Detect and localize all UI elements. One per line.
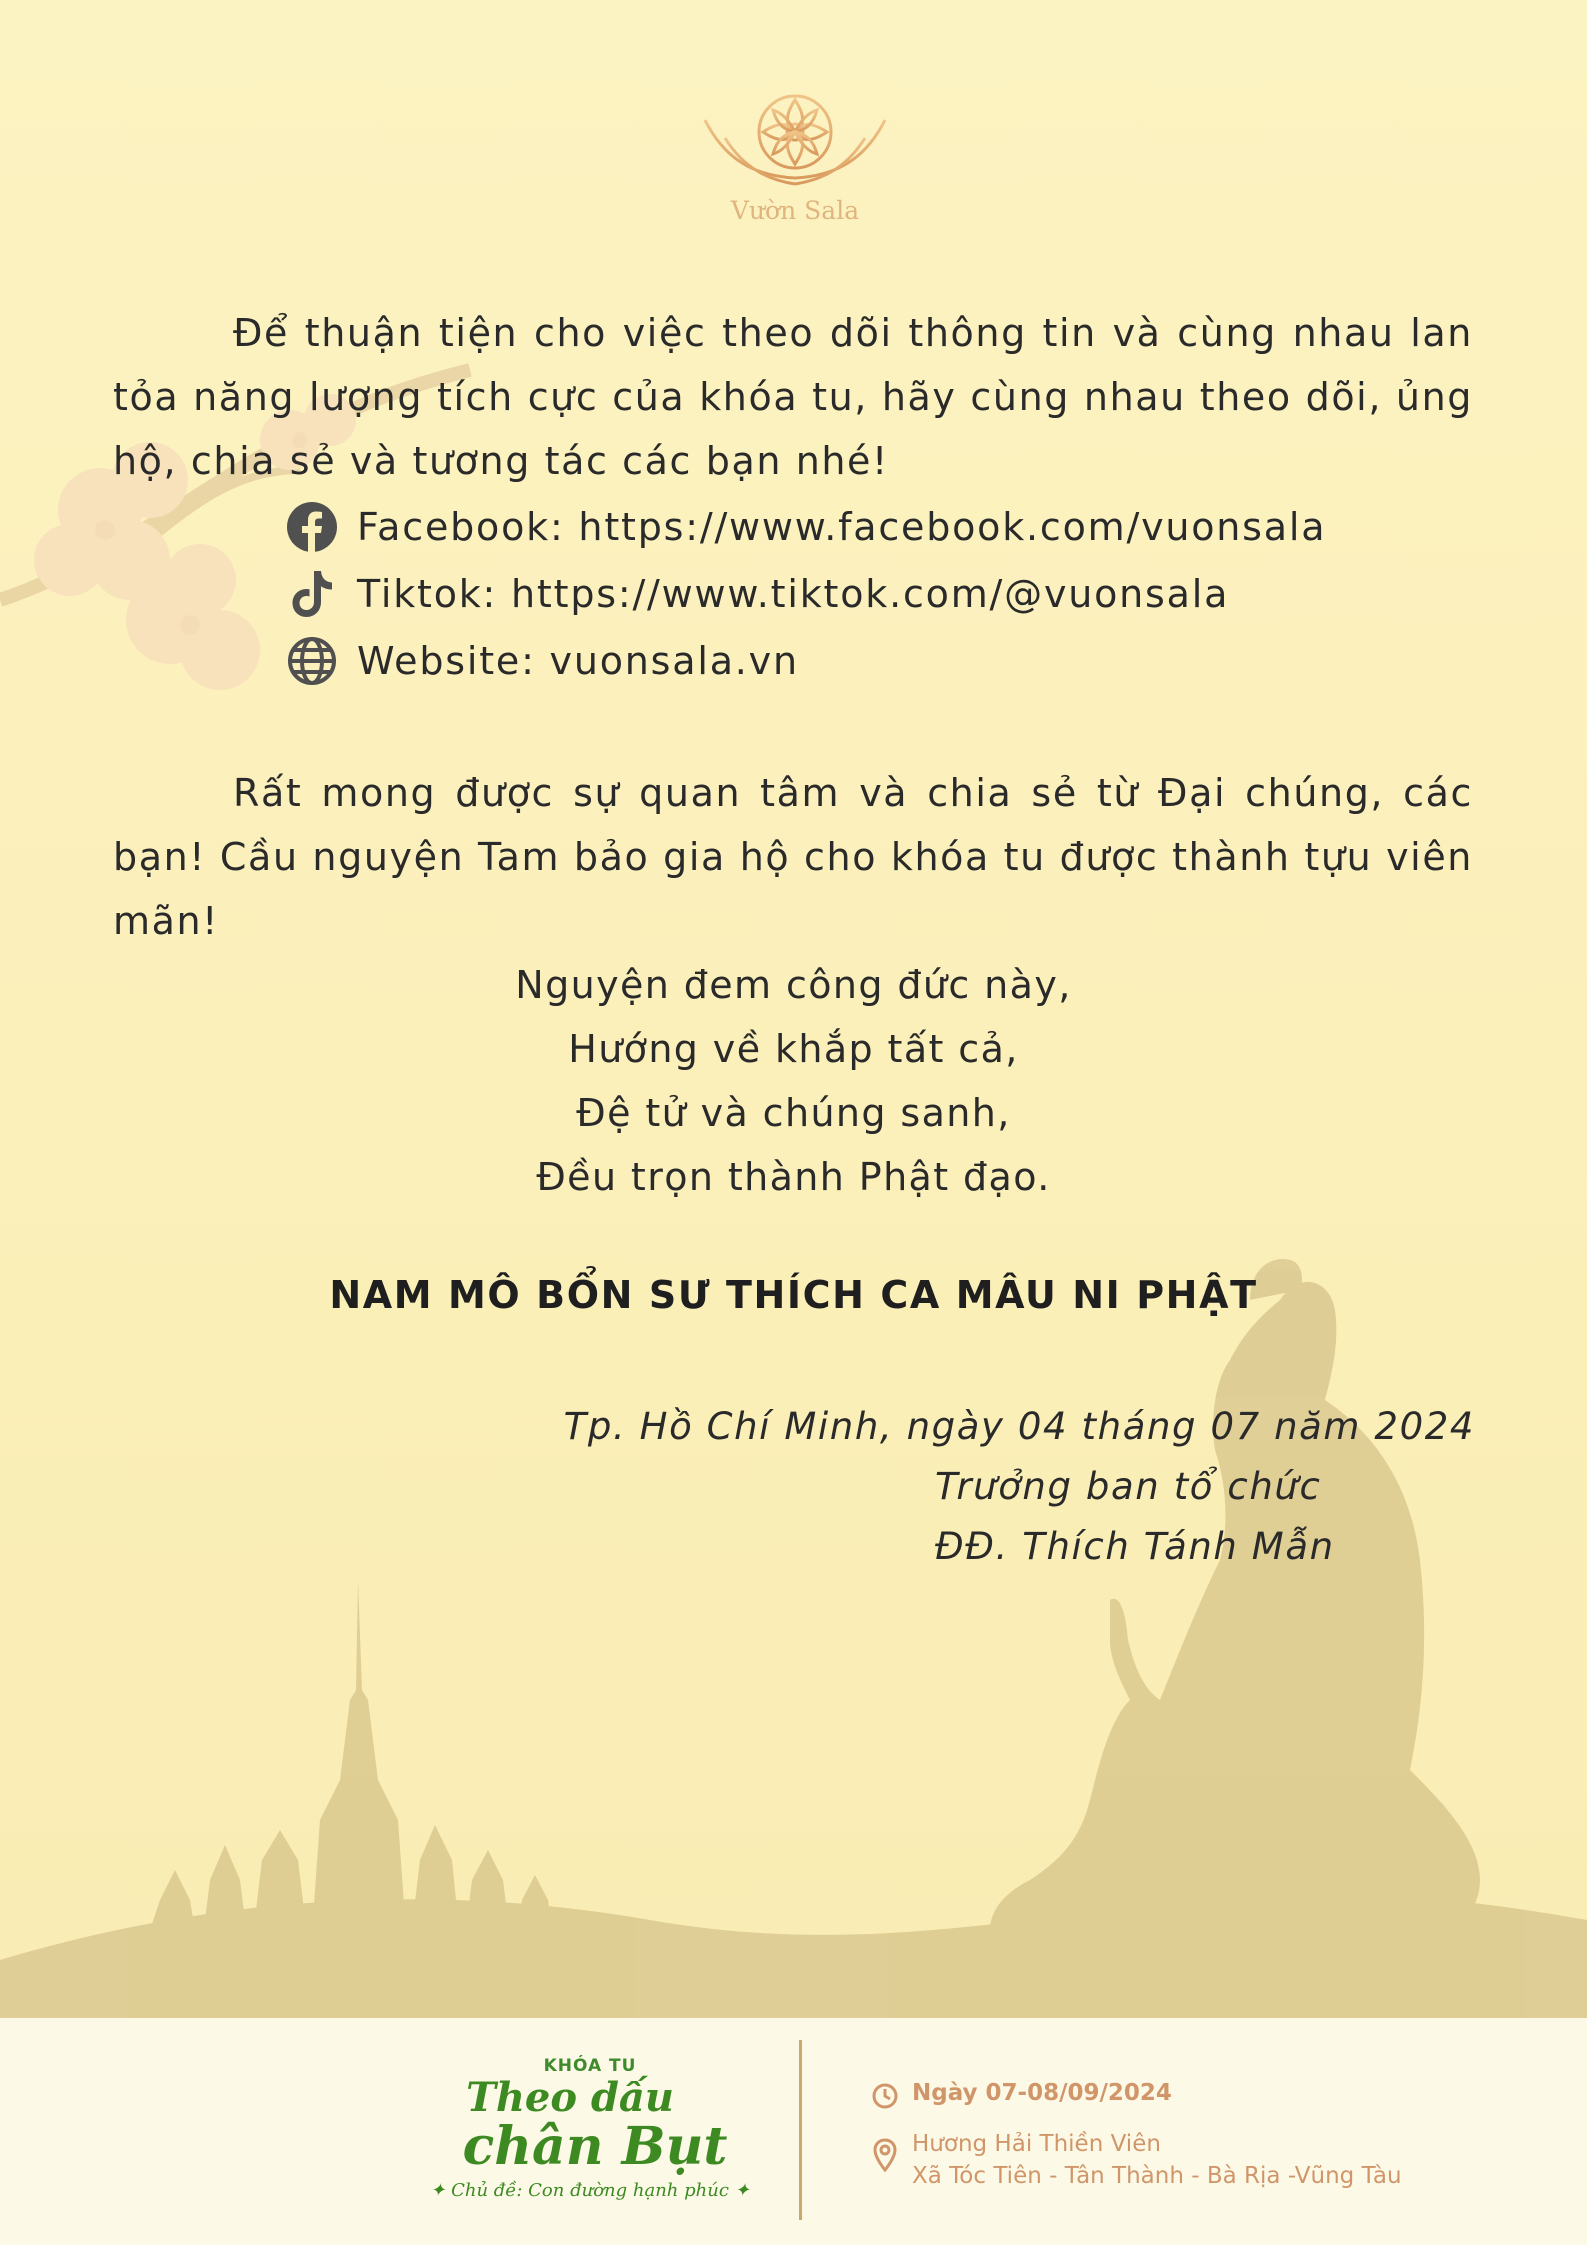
retreat-title-line2: chân Bụt xyxy=(462,2116,728,2177)
tiktok-link-text: Tiktok: https://www.tiktok.com/@vuonsala xyxy=(357,571,1230,616)
lotus-icon xyxy=(685,80,905,200)
clock-icon xyxy=(868,2080,902,2110)
verse-line: Nguyện đem công đức này, xyxy=(515,963,1072,1007)
retreat-logo xyxy=(420,2034,760,2234)
facebook-icon xyxy=(285,500,339,554)
verse-line: Đệ tử và chúng sanh, xyxy=(576,1091,1011,1135)
event-address: Xã Tóc Tiên - Tân Thành - Bà Rịa -Vũng Tàu xyxy=(912,2163,1402,2189)
event-info xyxy=(868,2080,1402,2192)
logo-text: Vườn Sala xyxy=(730,196,860,225)
event-footer xyxy=(0,2018,1587,2245)
location-pin-icon xyxy=(868,2128,902,2172)
signer-title: Trưởng ban tổ chức xyxy=(935,1465,1322,1508)
website-link[interactable] xyxy=(285,627,1326,694)
facebook-link-text: Facebook: https://www.facebook.com/vuonsala xyxy=(357,504,1327,549)
place-date: Tp. Hồ Chí Minh, ngày 04 tháng 07 năm 2024 xyxy=(563,1405,1475,1448)
event-date-row xyxy=(868,2080,1402,2110)
retreat-kicker: KHÓA TU xyxy=(543,2056,637,2076)
website-link-text: Website: vuonsala.vn xyxy=(357,638,799,683)
verse-line: Hướng về khắp tất cả, xyxy=(568,1027,1019,1071)
retreat-title-line1: Theo dấu xyxy=(466,2074,674,2121)
intro-paragraph xyxy=(113,301,1473,493)
closing-paragraph xyxy=(113,761,1473,953)
event-location-row xyxy=(868,2128,1402,2192)
tiktok-icon xyxy=(285,567,339,621)
social-links xyxy=(285,493,1326,694)
signer-name: ĐĐ. Thích Tánh Mẫn xyxy=(935,1525,1335,1568)
tiktok-link[interactable] xyxy=(285,560,1326,627)
footer-divider xyxy=(799,2040,802,2220)
closing-text: Rất mong được sự quan tâm và chia sẻ từ Đại chúng, các bạn! Cầu nguyện Tam bảo gia hộ cho khóa tu được thành tựu viên mãn! xyxy=(113,771,1473,943)
retreat-theme: ✦ Chủ đề: Con đường hạnh phúc ✦ xyxy=(430,2180,750,2201)
event-venue: Hương Hải Thiền Viên xyxy=(912,2131,1161,2157)
namo-heading: NAM MÔ BỔN SƯ THÍCH CA MÂU NI PHẬT xyxy=(329,1273,1258,1317)
intro-text: Để thuận tiện cho việc theo dõi thông tin và cùng nhau lan tỏa năng lượng tích cực của khóa tu, hãy cùng nhau theo dõi, ủng hộ, chia sẻ và tương tác các bạn nhé! xyxy=(113,311,1473,483)
globe-icon xyxy=(285,634,339,688)
verse-line: Đều trọn thành Phật đạo. xyxy=(536,1155,1051,1199)
event-date: Ngày 07-08/09/2024 xyxy=(912,2080,1172,2106)
facebook-link[interactable] xyxy=(285,493,1326,560)
dedication-verse xyxy=(0,953,1587,1209)
vuon-sala-logo xyxy=(680,80,910,250)
